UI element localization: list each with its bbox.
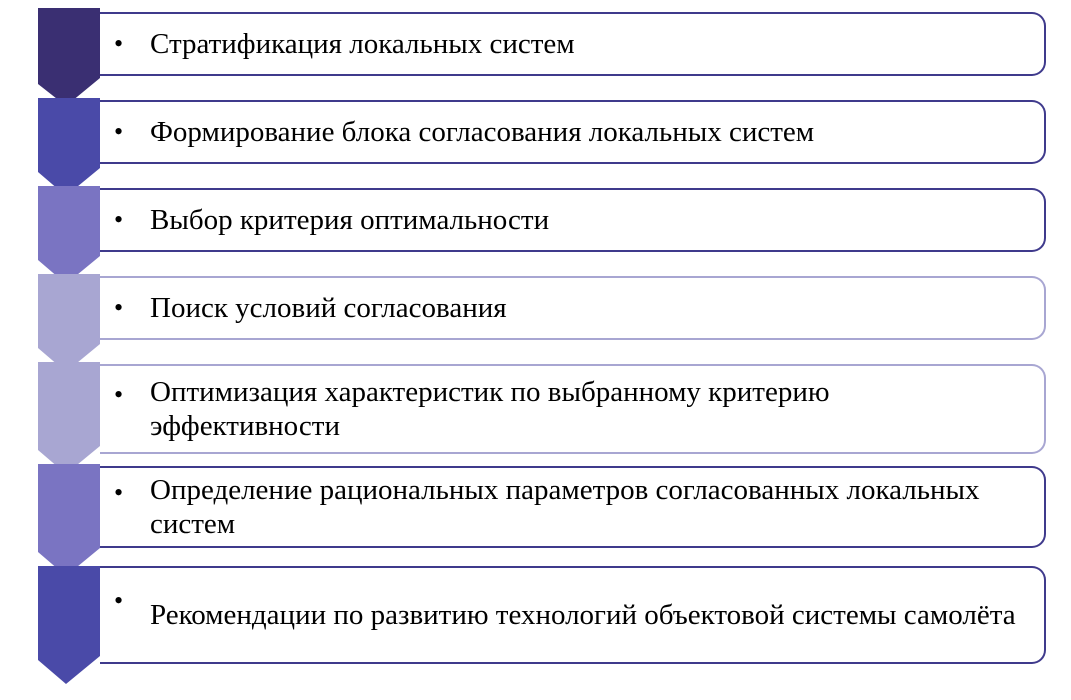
chevron-step-1 <box>38 8 100 106</box>
chevron-step-5 <box>38 362 100 474</box>
step-text-5: Оптимизация характеристик по выбранному критерию эффективности <box>150 376 830 442</box>
chevron-step-4 <box>38 274 100 372</box>
step-text-4: Поиск условий согласования <box>150 292 507 324</box>
step-text-2: Формирование блока согласования локальных систем <box>150 116 815 148</box>
step-box-4 <box>100 276 1046 340</box>
step-box-2 <box>100 100 1046 164</box>
step-box-1 <box>100 12 1046 76</box>
step-box-5 <box>100 364 1046 454</box>
chevron-step-3 <box>38 186 100 284</box>
step-text-3: Выбор критерия оптимальности <box>150 204 550 236</box>
step-box-7 <box>100 566 1046 664</box>
bullet-marker: • <box>114 29 124 58</box>
bullet-marker: • <box>114 117 124 146</box>
bullet-marker: • <box>114 205 124 234</box>
step-box-3 <box>100 188 1046 252</box>
bullet-marker: • <box>114 478 124 507</box>
chevron-step-6 <box>38 464 100 576</box>
chevron-step-2 <box>38 98 100 196</box>
chevron-step-7 <box>38 566 100 684</box>
bullet-marker: • <box>114 380 124 409</box>
step-text-7: Рекомендации по развитию технологий объектовой системы самолёта <box>150 599 1016 631</box>
step-text-1: Стратификация локальных систем <box>150 28 575 60</box>
step-box-6 <box>100 466 1046 548</box>
bullet-marker: • <box>114 293 124 322</box>
step-text-6: Определение рациональных параметров согласованных локальных систем <box>150 474 980 540</box>
bullet-marker: • <box>114 586 124 615</box>
